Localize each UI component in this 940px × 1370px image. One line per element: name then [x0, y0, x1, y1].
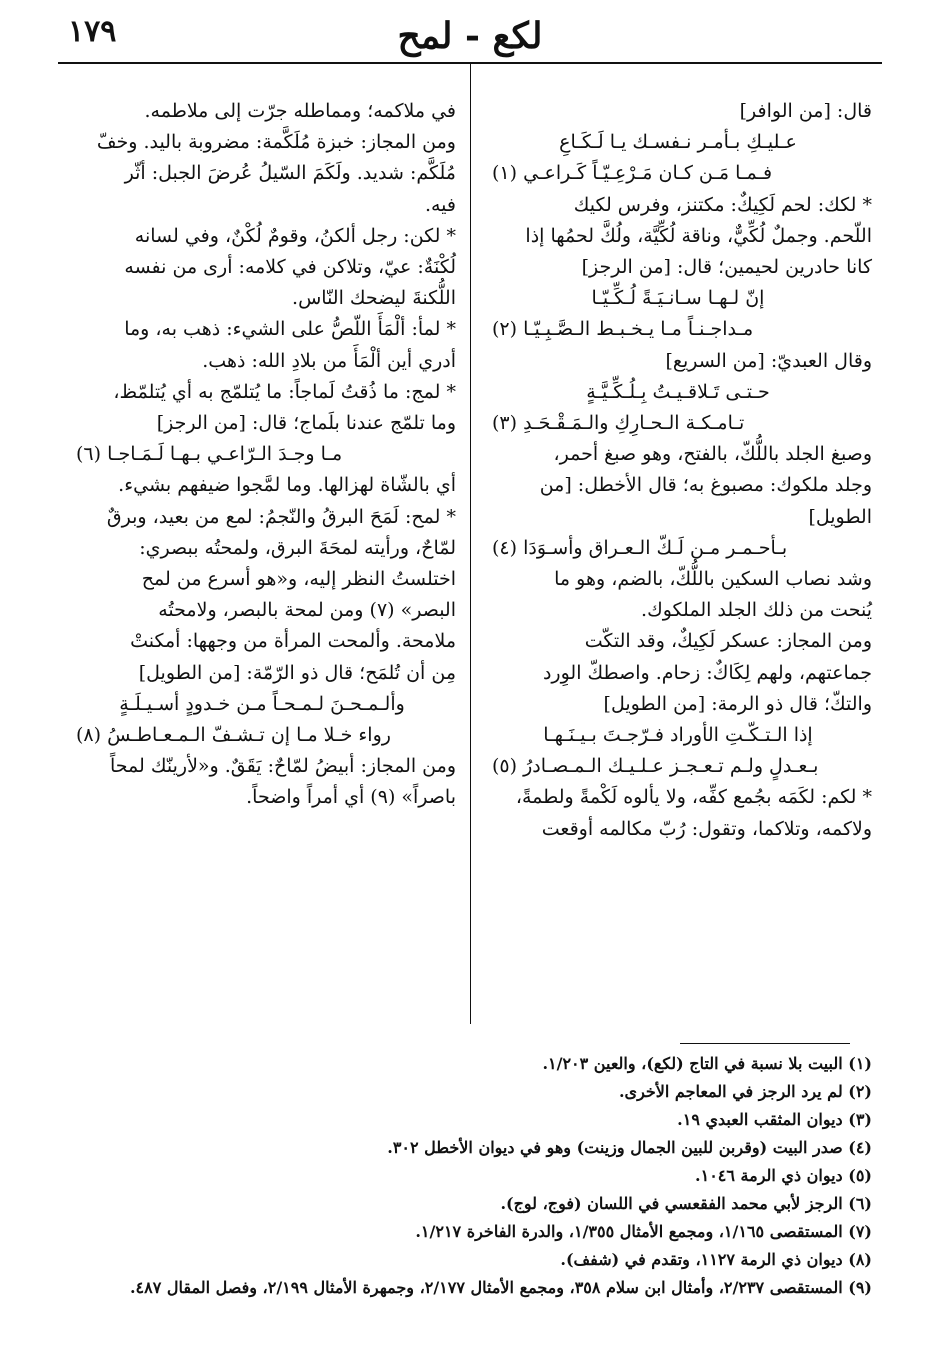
verse-line: مـداجـنـاً مـا يـخـبـط الـصَّـبِـيّـا (٢): [492, 318, 754, 341]
verse-line: مـا وجـدَ الـرّاعـي بـهـا لَـمَـاجـا (٦): [76, 443, 343, 466]
verse-line: تـامـكـة الـحـارِكِ والـمَـقْـحَـدِ (٣): [492, 412, 745, 435]
text-line: أدري أين ألْمَأَ من بلادِ الله: ذهب.: [202, 349, 456, 372]
text-line: ولاكمه، وتلاكما، وتقول: رُبّ مكالمه أوقعت: [541, 817, 872, 840]
text-line: * لمج: ما ذُقتُ لَماجاً: ما يُتلمّج به أي يُتلمّظ،: [113, 380, 456, 403]
text-line: البصر» (٧) ومن لمحة بالبصر، ولامحتُه: [158, 599, 456, 622]
text-line: * لكم: لكَمَه بجُمع كفِّه، ولا يألوه لَكْمةً ولطمةً،: [515, 786, 872, 809]
text-line: يُنحت من ذلك الجلد الملكوك.: [641, 599, 872, 622]
text-line: كانا حادرين لحيمين؛ قال: [من الرجز]: [581, 256, 872, 279]
text-line: اختلستُ النظر إليه، و«هو أسرع من لمح: [141, 568, 456, 591]
text-line: أي بالشّاة لهزالها. وما لمَّجوا ضيفهم بشيء.: [118, 474, 456, 497]
footnote: (٥) ديوان ذي الرمة ١٠٤٦.: [695, 1166, 872, 1185]
text-line: ملامحة. وألمحت المرأة من وجهها: أمكنتْ: [130, 630, 456, 653]
verse-line: بـأحـمـر مـن لَـكّ الـعـراق وأسـوَدَا (٤): [492, 536, 788, 559]
text-line: ومن المجاز: عسكر لَكِيكٌ، وقد التكّت: [584, 630, 872, 653]
page-header: [58, 10, 882, 62]
verse-line: فـمـا مَـن كـان مَـرْعِـيّـاً كَـراعـي (١): [492, 162, 773, 185]
footnote: (٨) ديوان ذي الرمة ١١٢٧، وتقدم في (شفف).: [560, 1250, 872, 1269]
text-line: ومن المجاز: خبزة مُلَكَّمة: مضروبة باليد. وخفّ: [96, 131, 456, 154]
footnote: (٢) لم يرد الرجز في المعاجم الأخرى.: [618, 1082, 872, 1101]
text-line: ومن المجاز: أبيضُ لمّاحٌ: يَقَقٌ. و«لأرينّك لمحاً: [110, 755, 456, 778]
left-column: [68, 96, 456, 814]
footnote: (٦) الرجز لأبي محمد الفقعسي في اللسان (فوج، لوج).: [500, 1194, 872, 1213]
text-line: وما تلمّج عندنا بلَماج؛ قال: [من الرجز]: [156, 412, 456, 435]
column-divider: [470, 64, 471, 1024]
page-number: ١٧٩: [68, 14, 117, 49]
text-line: اللُّكنةَ ليضحك النّاس.: [292, 287, 456, 310]
footnote: (٩) المستقصى ٢/٢٣٧، وأمثال ابن سلام ٣٥٨، ومجمع الأمثال ٢/١٧٧، وجمهرة الأمثال ٢/١٩٩، وفصل المقال ٤٨٧.: [129, 1278, 872, 1297]
footnotes: [60, 1050, 872, 1302]
verse-line: بـعـدلٍ ولـم تـعـجـز عـلـيـك الـمـصـادرُ (٥): [492, 755, 819, 778]
text-line: وشد نصاب السكين باللُّكّ، بالضم، وهو ما: [554, 568, 872, 591]
text-line: * لكن: رجل ألكنُ، وقومٌ لُكْنٌ، وفي لسانه: [134, 224, 456, 247]
text-line: والتكّ؛ قال ذو الرمة: [من الطويل]: [603, 692, 872, 715]
text-line: قال: [من الوافر]: [739, 100, 872, 122]
footnote: (١) البيت بلا نسبة في التاج (لكع)، والعين ١/٢٠٣.: [542, 1054, 872, 1073]
text-line: * لمأ: ألْمَأَ اللّصُّ على الشيء: ذهب به، وما: [124, 318, 456, 341]
footnote: (٤) صدر البيت (وقربن للبين الجمال وزينت) وهو في ديوان الأخطل ٣٠٢.: [387, 1138, 872, 1157]
verse-line: إذا الـتـكّـتِ الأوراد فـرّجـتَ بـيـنَـهـا: [543, 724, 813, 747]
text-line: اللّحم. وجملٌ لُكِّيٌّ، وناقة لُكِّيَّة، ولُكَّ لحمُها إذا: [525, 224, 872, 247]
verse-line: رواء خـلا مـا إن تـشـفّ الـمـعـاطـسُ (٨): [76, 724, 391, 747]
verse-line: عـليـكِ بـأمـر نـفسـك يـا لَـكَـاعِ: [559, 131, 797, 154]
text-line: مِن أن تُلمَح؛ قال ذو الرّمّة: [من الطويل]: [138, 661, 456, 684]
text-line: وقال العبديّ: [من السريع]: [665, 349, 872, 372]
text-line: * لكك: لحم لَكِيكٌ: مكتنز، وفرس لكيك: [573, 193, 872, 216]
footnote: (٧) المستقصى ١/١٦٥، ومجمع الأمثال ١/٣٥٥، والدرة الفاخرة ١/٢١٧.: [415, 1222, 872, 1241]
text-line: جماعتهم، ولهم لِكَاكٌ: زحام. واصطكّ الوِرد: [542, 661, 872, 684]
verse-line: وألـمـحـنَ لـمـحـاً مـن خـدودٍ أسـيـلَـةٍ: [119, 692, 405, 715]
verse-line: حـتـى تَـلاقـيـتُ بِـلُـكِّـيَّـةٍ: [586, 380, 770, 403]
text-line: باصراً» (٩) أي أمراً واضحاً.: [246, 786, 456, 809]
text-line: * لمح: لَمَحَ البرقُ والنّجمُ: لمع من بعيد، وبرقٌ: [106, 505, 456, 528]
text-line: لمّاحٌ، ورأيته لمحَةَ البرق، ولمحتُه ببصري:: [139, 536, 456, 559]
text-line: لُكْنَةٌ: عيّ، وتلاكن في كلامه: أرى من نفسه: [124, 256, 456, 279]
text-line: مُلَكَّم: شديد. ولَكَمَ السّيلُ عُرضَ الجبل: أثّر: [124, 162, 456, 185]
right-column: [484, 96, 872, 845]
text-line: فيه.: [424, 193, 456, 216]
text-line: الطويل]: [808, 505, 872, 528]
page-title: لكع - لمح: [397, 15, 543, 57]
text-line: وصبغ الجلد باللُّكّ، بالفتح، وهو صبغ أحمر،: [553, 443, 872, 466]
verse-line: إنّ لـهـا سـانـيَـةً لُـكِّـيّـا: [591, 287, 765, 310]
text-line: وجلد ملكوك: مصبوغ به؛ قال الأخطل: [من: [539, 474, 872, 497]
footnote: (٣) ديوان المثقب العبدي ١٩.: [677, 1110, 872, 1129]
footnote-rule: [680, 1043, 850, 1044]
text-line: في ملاكمه؛ ومماطله جرّت إلى ملاطمه.: [144, 100, 456, 122]
